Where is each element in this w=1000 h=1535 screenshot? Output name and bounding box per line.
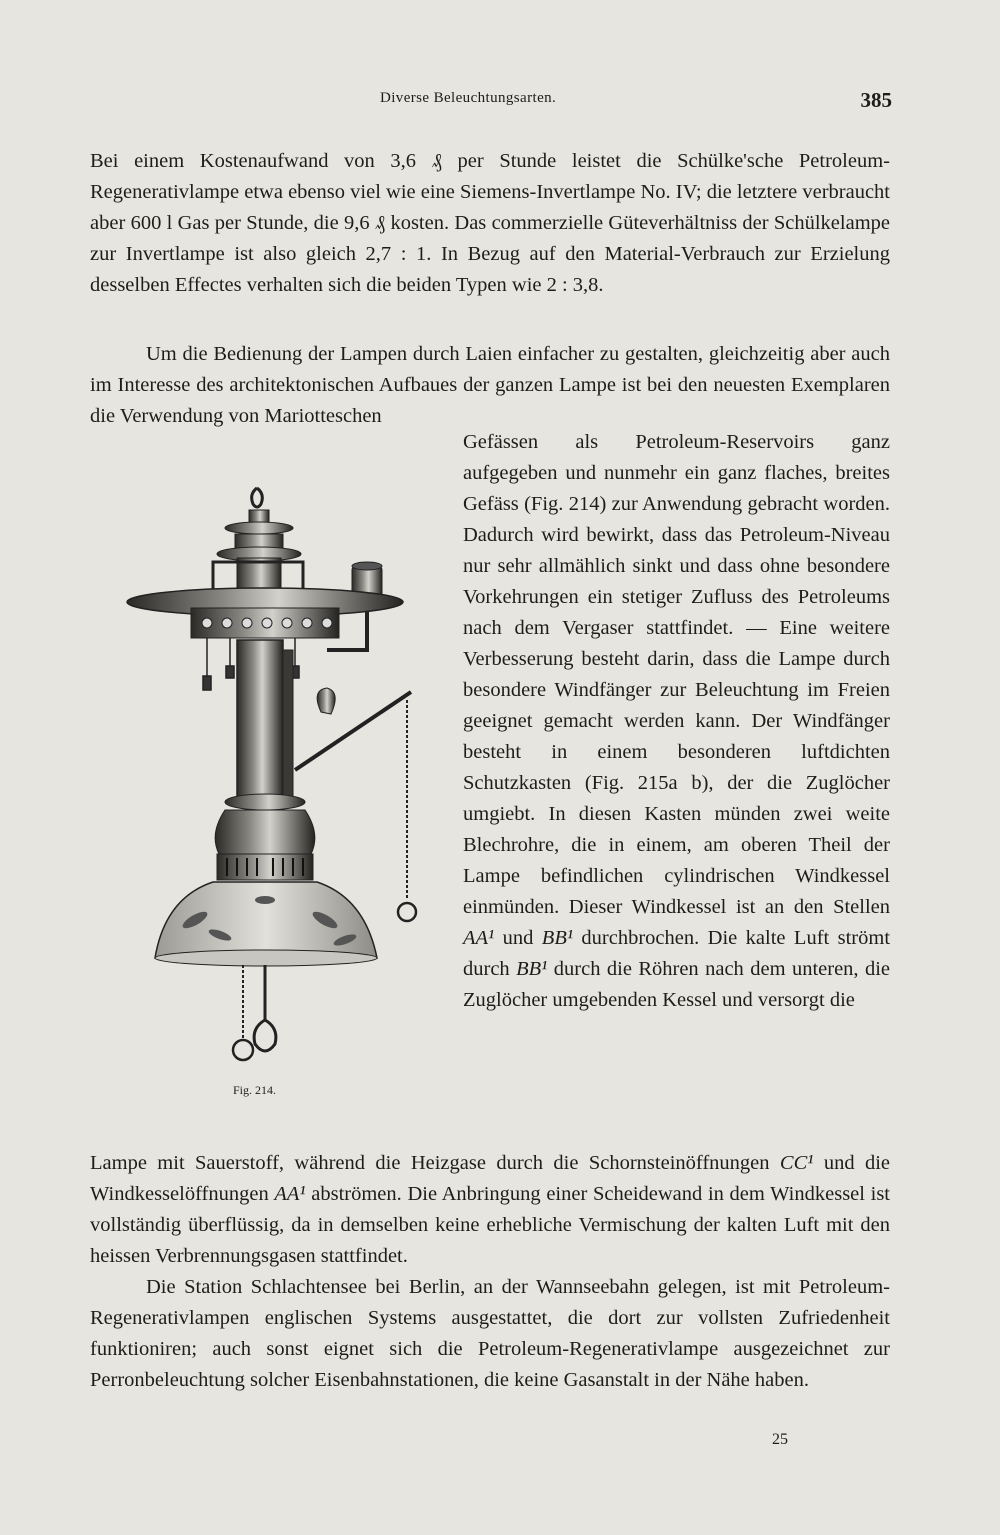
- column-text-part2: durchbrochen. Die kalte Luft strömt durch: [463, 927, 891, 980]
- pull-ring: [398, 903, 416, 921]
- lever-arm: [295, 692, 411, 770]
- label-aa1-second: AA¹: [274, 1183, 306, 1205]
- paragraph-2-text: Um die Bedienung der Lampen durch Laien einfacher zu gestalten, gleichzeitig aber auch im Interesse des architektonischen Aufbaues der ganzen Lampe ist bei den neuesten Exemplaren die Verwendung von Mariotteschen: [90, 343, 890, 427]
- top-hook: [252, 488, 263, 507]
- continuation-part2: und die Windkesselöffnungen: [90, 1152, 890, 1205]
- label-aa1: AA¹: [463, 927, 495, 949]
- main-column: [237, 640, 283, 800]
- signature-mark: 25: [772, 1431, 788, 1448]
- paragraph-1: [90, 146, 890, 301]
- bulb-body: [215, 810, 315, 854]
- column-text-part3: durch die Röhren nach dem unteren, die Zuglöcher umgebenden Kessel und versorgt die: [463, 958, 891, 1011]
- paragraph-1-text: Bei einem Kostenaufwand von 3,6 ₰ per Stunde leistet die Schülke'sche Petroleum-Regenerativlampe etwa ebenso viel wie eine Siemens-Invertlampe No. IV; die letztere verbraucht aber 600 l Gas per Stunde, die 9,6 ₰ kosten. Das commerzielle Güteverhältniss der Schülkelampe zur Invertlampe ist also gleich 2,7 : 1. In Bezug auf den Material-Verbrauch zur Erzielung desselben Effectes verhalten sich die beiden Typen wie 2 : 3,8.: [90, 150, 890, 296]
- label-bb1: BB¹: [541, 927, 573, 949]
- continuation-part1: Lampe mit Sauerstoff, während die Heizgase durch die Schornsteinöffnungen: [90, 1152, 770, 1174]
- continuation-text: [90, 1148, 890, 1272]
- column-right: [283, 650, 293, 800]
- top-disc: [225, 522, 293, 534]
- text-column-beside-figure: [463, 427, 890, 1016]
- shade-rim: [155, 950, 377, 966]
- label-bb1-second: BB¹: [516, 958, 548, 980]
- figure-214-lamp-illustration: [125, 480, 445, 1080]
- lower-ring-left: [233, 1040, 253, 1060]
- collar: [225, 794, 305, 810]
- column-text-part1: Gefässen als Petroleum-Reservoirs ganz aufgegeben und nunmehr ein ganz flaches, breites Gefäss (Fig. 214) zur Anwendung gebracht worden. Dadurch wird bewirkt, dass das Petroleum-Niveau nur sehr allmählich sinkt und dass ohne besondere Vorkehrungen ein stetiger Zufluss des Petroleums nach dem Vergaser stattfindet. — Eine weitere Verbesserung besteht darin, dass die Lampe durch besondere Windfänger zur Beleuchtung im Freien geeignet gemacht werden kann. Der Windfänger besteht in einem besonderen luftdichten Schutzkasten (Fig. 215a b), der die Zuglöcher umgiebt. In diesen Kasten münden zwei weite Blechrohre, die in einem, am oberen Theil der Lampe befindlichen cylindrischen Windkessel einmünden. Dieser Windkessel ist an den Stellen: [463, 431, 890, 918]
- label-cc1: CC¹: [779, 1152, 814, 1174]
- column-text: [463, 427, 890, 1016]
- continuation-part3: abströmen. Die Anbringung einer Scheidewand in dem Windkessel ist vollständig überflüssig, da in demselben keine erhebliche Vermischung der kalten Luft mit den heissen Verbrennungsgasen stattfindet.: [90, 1183, 891, 1267]
- paragraph-continuation: [90, 1148, 890, 1396]
- paragraph-3-text: Die Station Schlachtensee bei Berlin, an der Wannseebahn gelegen, ist mit Petroleum-Regenerativlampen englischen Systems ausgestattet, die dort zur vollsten Zufriedenheit funktioniren; auch sonst eignet sich die Petroleum-Regenerativlampe ausgezeichnet zur Perronbeleuchtung solcher Eisenbahnstationen, die keine Gasanstalt in der Nähe haben.: [90, 1276, 890, 1391]
- petroleum-lamp-drawing: [125, 480, 445, 1080]
- column-text-und: und: [502, 927, 534, 949]
- side-cup-top: [352, 562, 382, 570]
- lower-ornament-ring: [254, 1020, 276, 1051]
- figure-caption: Fig. 214.: [233, 1083, 277, 1097]
- gallery: [217, 854, 313, 880]
- regulator: [317, 688, 335, 714]
- page-number: 385: [860, 88, 892, 112]
- running-title: Diverse Beleuchtungsarten.: [380, 90, 557, 106]
- paragraph-2: [90, 339, 890, 432]
